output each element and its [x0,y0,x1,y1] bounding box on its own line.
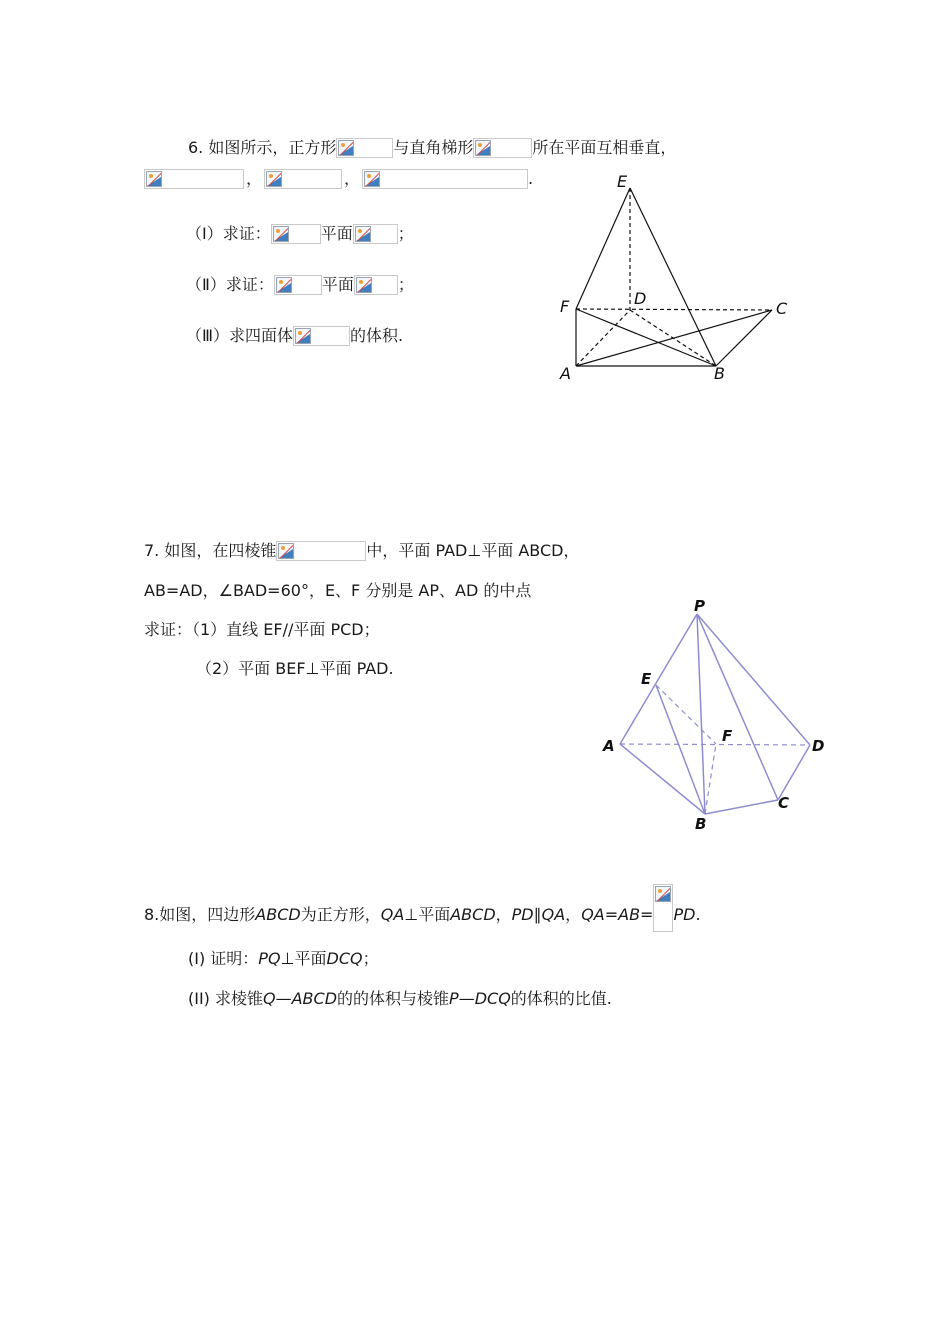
q8-part2 [188,989,612,1009]
q6-label-b: B [714,364,725,383]
q8-l1-text-d: ， [495,905,512,924]
q7-figure [595,592,835,832]
q6-part3 [186,326,403,346]
q7-line3: 求证：（1）直线 EF//平面 PCD； [144,620,380,639]
q7-label-a: A [603,737,615,755]
q8-p1-text-b: ⊥平面 [280,949,327,968]
q6-line2 [144,169,533,189]
q6-sep2: ， [344,169,361,188]
q6-l1-text-c: 所在平面互相垂直， [532,138,677,157]
q6-l1-text-a: 6. 如图所示，正方形 [188,138,337,157]
q6-p3-text-b: 的体积. [350,326,404,345]
q7-label-c: C [778,794,790,812]
q7-label-e: E [641,670,652,688]
q8-line1 [144,898,701,932]
q6-l1-text-b: 与直角梯形 [393,138,474,157]
formula-image-icon [293,326,350,346]
q8-l1-end: . [695,905,701,924]
q6-end: . [528,169,534,188]
q7-l1-text-b: 中，平面 PAD⊥平面 ABCD， [366,541,580,560]
q6-part1 [186,224,414,244]
q6-p2-text-b: 平面 [321,275,354,294]
q8-l1-text-e: ， [565,905,582,924]
q6-label-d: D [634,289,647,308]
q8-l1-abcd: ABCD [255,905,301,924]
q8-l1-abcd2: ABCD [450,905,496,924]
q8-p2-text-b: 的的体积与棱锥 [337,989,450,1008]
q7-label-f: F [722,727,733,745]
q7-label-p: P [694,597,705,615]
q8-l1-text-c: ⊥平面 [404,905,451,924]
q7-l1-text-a: 7. 如图，在四棱锥 [144,541,277,560]
q6-p1-text-b: 平面 [320,224,353,243]
q8-l1-qa2: QA [541,905,566,924]
q8-l1-eq: QA=AB= [581,905,654,924]
formula-image-icon [264,169,342,189]
q8-l1-text-a: 8.如图，四边形 [144,905,256,924]
formula-image-icon [144,169,244,189]
q8-p2-p: P—DCQ [449,989,511,1008]
q7-label-b: B [695,815,707,832]
q6-part2 [186,275,414,295]
formula-image-icon [276,541,366,561]
q6-line1 [188,138,676,158]
formula-image-icon [271,224,321,244]
q8-p1-dcq: DCQ [326,949,363,968]
q6-label-c: C [776,299,788,318]
q8-p2-text-a: (II) 求棱锥 [188,989,264,1008]
q6-p2-text-a: （Ⅱ）求证： [186,275,274,294]
formula-image-icon [473,138,532,158]
q7-line2: AB=AD，∠BAD=60°，E、F 分别是 AP、AD 的中点 [144,581,532,600]
q8-p2-q: Q—ABCD [263,989,338,1008]
q8-l1-pd: PD [511,905,534,924]
q8-l1-text-b: 为正方形， [300,905,381,924]
q8-l1-qa: QA [380,905,405,924]
formula-image-icon [274,275,322,295]
q8-p1-text-c: ； [362,949,379,968]
q8-p1-pq: PQ [258,949,281,968]
q6-p2-text-c: ； [397,275,414,294]
q7-line1 [144,541,580,561]
formula-image-icon [336,138,393,158]
formula-image-icon [362,169,528,189]
formula-image-icon [353,224,398,244]
q6-sep1: ， [246,169,263,188]
q6-p1-text-c: ； [397,224,414,243]
q7-line4: （2）平面 BEF⊥平面 PAD. [196,659,394,678]
q7-label-d: D [812,737,825,755]
q6-label-e: E [617,172,628,191]
q8-l1-par: ∥ [533,905,542,924]
q6-label-a: A [560,364,571,383]
q6-label-f: F [560,297,570,316]
q6-p1-text-a: （Ⅰ）求证： [186,224,271,243]
q8-p2-text-c: 的体积的比值. [510,989,612,1008]
formula-image-icon [653,884,673,932]
q6-p3-text-a: （Ⅲ）求四面体 [186,326,294,345]
formula-image-icon [354,275,398,295]
q8-part1 [188,949,379,969]
q8-l1-pd2: PD [673,905,696,924]
q6-figure [550,168,800,388]
q8-p1-text-a: (I) 证明： [188,949,259,968]
